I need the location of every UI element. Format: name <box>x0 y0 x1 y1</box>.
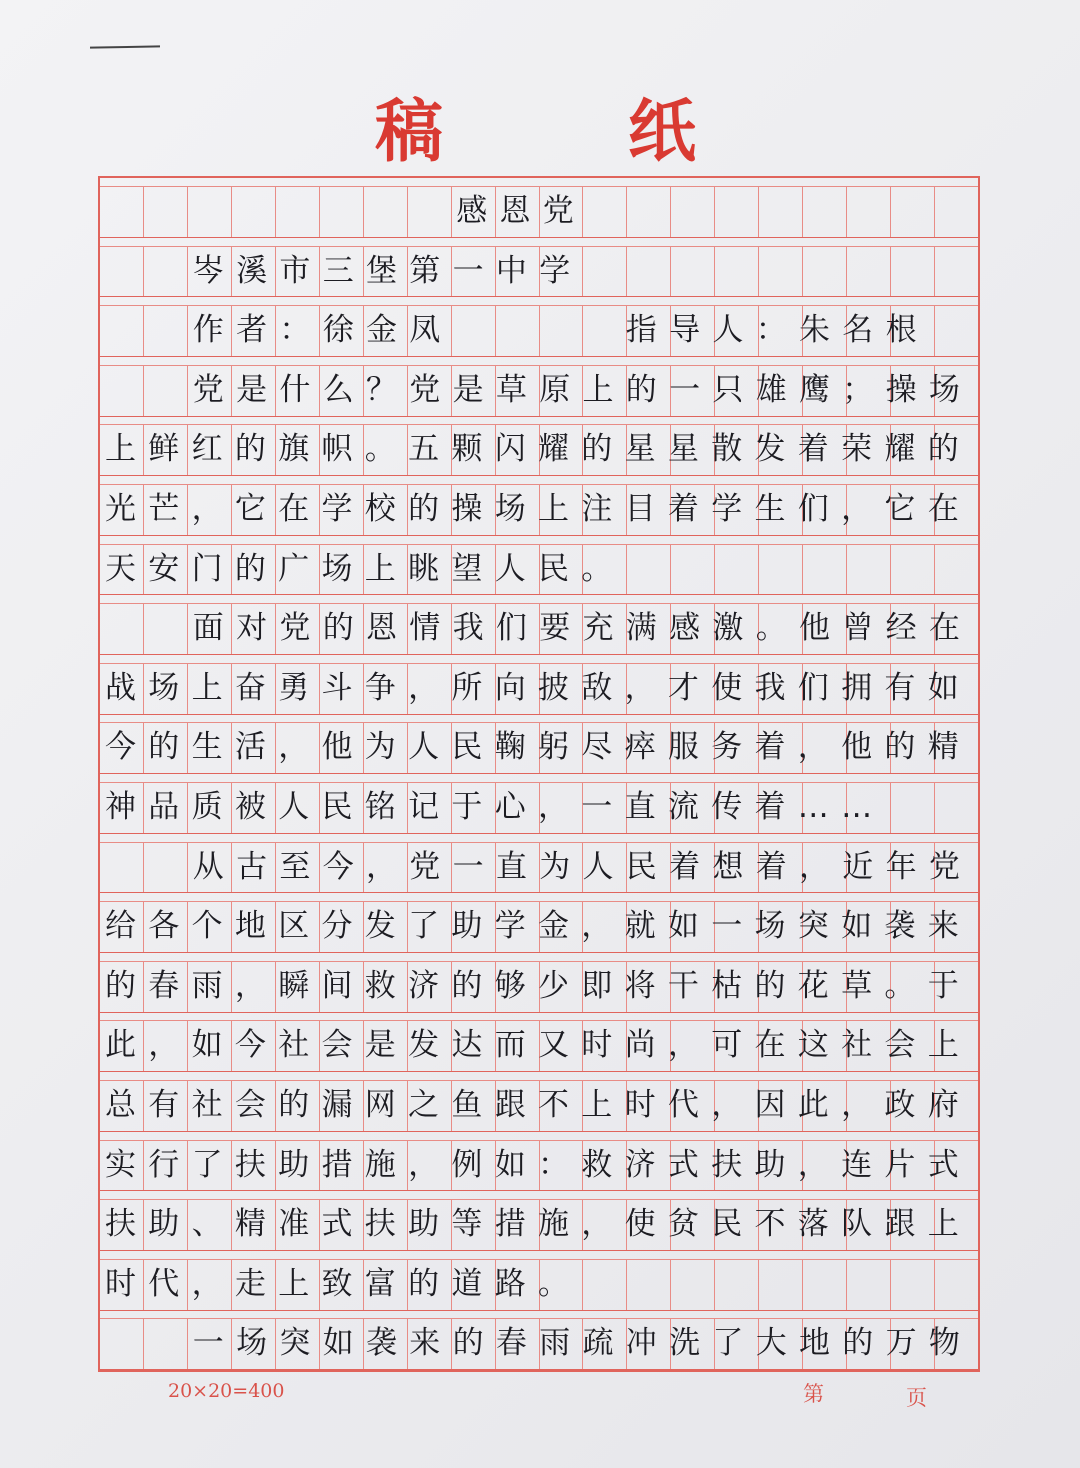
grid-cell <box>100 246 144 297</box>
grid-cell <box>583 1259 627 1310</box>
grid-cell <box>891 782 935 833</box>
grid-cell <box>715 186 759 237</box>
grid-cell <box>232 186 276 237</box>
grid-cell <box>935 186 978 237</box>
grid-cell <box>715 246 759 297</box>
grid-line <box>100 595 978 655</box>
essay-line: 岑溪市三堡第一中学 <box>192 252 583 289</box>
grid-line <box>100 714 978 774</box>
grid-cell <box>583 246 627 297</box>
grid-cell <box>144 365 188 416</box>
grid-line <box>100 1251 978 1311</box>
essay-line: 实行了扶助措施，例如：救济式扶助，连片式 <box>105 1146 971 1183</box>
grid-cell <box>803 186 847 237</box>
writing-grid <box>98 176 980 1372</box>
grid-line <box>100 1012 978 1072</box>
grid-cell <box>803 544 847 595</box>
grid-cell <box>715 1259 759 1310</box>
essay-line: 扶助、精准式扶助等措施，使贫民不落队跟上 <box>105 1206 971 1243</box>
essay-line: 感恩党 <box>456 193 587 229</box>
grid-cell <box>715 544 759 595</box>
grid-line <box>100 893 978 953</box>
essay-line: 光芒，它在学校的操场上注目着学生们，它在 <box>105 491 971 527</box>
grid-cell <box>891 544 935 595</box>
grid-cell <box>891 186 935 237</box>
paper-title <box>0 92 1080 172</box>
grid-line <box>100 655 978 715</box>
grid-cell <box>891 246 935 297</box>
grid-cell <box>408 186 452 237</box>
grid-cell <box>144 186 188 237</box>
essay-line: 上鲜红的旗帜。五颗闪耀的星星散发着荣耀的 <box>105 431 971 468</box>
essay-line: 总有社会的漏网之鱼跟不上时代，因此，政府 <box>105 1087 971 1123</box>
grid-line <box>100 774 978 834</box>
grid-line <box>100 834 978 894</box>
grid-cell <box>627 186 671 237</box>
grid-line <box>100 297 978 357</box>
grid-cell <box>188 186 232 237</box>
grid-cell <box>671 186 715 237</box>
essay-line: 一场突如袭来的春雨疏冲洗了大地的万物 <box>192 1325 973 1362</box>
grid-cell <box>100 1318 144 1369</box>
grid-cell <box>144 842 188 893</box>
grid-cell <box>759 186 803 237</box>
grid-cell <box>144 305 188 356</box>
grid-line <box>100 238 978 298</box>
grid-cell <box>100 365 144 416</box>
paper-title-char-2: 纸 <box>628 92 697 172</box>
grid-spec-label: 20×20=400 <box>168 1380 285 1402</box>
grid-line <box>100 416 978 476</box>
grid-cell <box>100 305 144 356</box>
grid-cell <box>935 305 978 356</box>
grid-line <box>100 1191 978 1251</box>
grid-cell <box>144 603 188 654</box>
essay-line: 的春雨，瞬间救济的够少即将干枯的花草。于 <box>105 967 971 1004</box>
grid-cell <box>627 246 671 297</box>
grid-cell <box>847 246 891 297</box>
grid-cell <box>759 1259 803 1310</box>
grid-cell <box>803 246 847 297</box>
grid-cell <box>759 544 803 595</box>
essay-line: 党是什么？党是草原上的一只雄鹰；操场 <box>192 371 973 408</box>
grid-cell <box>847 544 891 595</box>
grid-cell <box>100 186 144 237</box>
grid-cell <box>803 1259 847 1310</box>
essay-line: 今的生活，他为人民鞠躬尽瘁服务着，他的精 <box>105 729 971 766</box>
essay-line: 时代，走上致富的道路。 <box>105 1265 582 1302</box>
grid-cell <box>891 1259 935 1310</box>
grid-line <box>100 536 978 596</box>
grid-cell <box>759 246 803 297</box>
grid-line <box>100 953 978 1013</box>
essay-line: 从古至今，党一直为人民着想着，近年党 <box>192 848 973 885</box>
grid-cell <box>671 246 715 297</box>
grid-cell <box>935 544 978 595</box>
essay-line: 战场上奋勇斗争，所向披敌，才使我们拥有如 <box>105 669 971 706</box>
page-label-ye: 页 <box>906 1386 927 1410</box>
essay-line: 天安门的广场上眺望人民。 <box>105 550 625 587</box>
grid-line <box>100 178 978 238</box>
paper-title-char-1: 稿 <box>375 92 444 172</box>
grid-cell <box>627 1259 671 1310</box>
grid-cell <box>144 246 188 297</box>
grid-line <box>100 1310 978 1370</box>
pen-mark <box>90 45 160 48</box>
grid-line <box>100 1072 978 1132</box>
grid-cell <box>847 1259 891 1310</box>
grid-cell <box>847 186 891 237</box>
grid-line <box>100 357 978 417</box>
grid-cell <box>935 782 978 833</box>
essay-line: 面对党的恩情我们要充满感激。他曾经在 <box>192 610 973 647</box>
essay-line: 作者：徐金凤 指导人：朱名根 <box>192 312 929 349</box>
essay-line: 神品质被人民铭记于心，一直流传着…… <box>105 789 885 825</box>
essay-line: 此，如今社会是发达而又时尚，可在这社会上 <box>105 1027 971 1064</box>
page-label-di: 第 <box>803 1382 824 1406</box>
grid-cell <box>671 544 715 595</box>
grid-cell <box>671 1259 715 1310</box>
grid-cell <box>144 1318 188 1369</box>
grid-cell <box>935 1259 978 1310</box>
grid-cell <box>320 186 364 237</box>
grid-cell <box>364 186 408 237</box>
grid-cell <box>935 246 978 297</box>
grid-cell <box>276 186 320 237</box>
grid-cell <box>627 544 671 595</box>
grid-cell <box>100 603 144 654</box>
grid-line <box>100 1132 978 1192</box>
grid-cell <box>583 186 627 237</box>
grid-cell <box>100 842 144 893</box>
grid-line <box>100 476 978 536</box>
essay-line: 给各个地区分发了助学金，就如一场突如袭来 <box>105 908 971 945</box>
